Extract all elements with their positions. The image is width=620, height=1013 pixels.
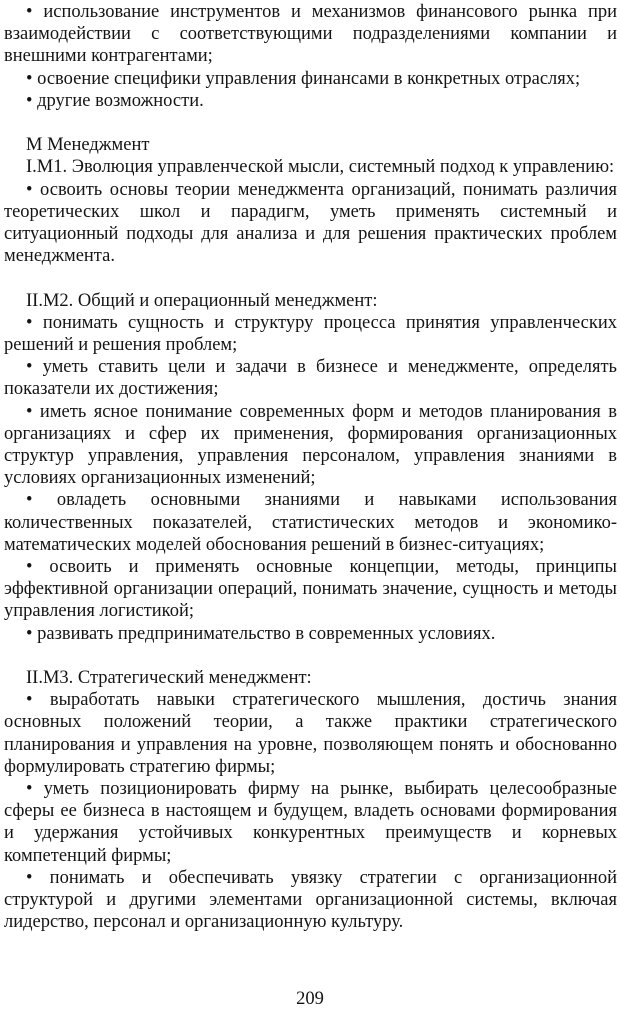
list-item: • освоить и применять основные концепции, методы, принципы эффективной организации операций, понимать значение, сущность и методы управления логистикой; <box>4 556 617 623</box>
m3-heading: II.M3. Стратегический менеджмент: <box>26 668 312 689</box>
list-item: • уметь ставить цели и задачи в бизнесе и менеджменте, определять показатели их достижения; <box>4 356 617 400</box>
list-item: • освоить основы теории менеджмента организаций, понимать различия теоретических школ и парадигм, уметь применять системный и ситуационный подходы для анализа и для решения практических проблем менеджмента. <box>4 179 617 268</box>
paragraph-spacer <box>4 645 617 667</box>
list-item: • развивать предпринимательство в современных условиях. <box>4 623 617 645</box>
list-item: • понимать сущность и структуру процесса принятия управленческих решений и решения проблем; <box>4 312 617 356</box>
m1-heading: I.M1. Эволюция управленческой мысли, системный подход к управлению: <box>26 157 615 178</box>
list-item: • иметь ясное понимание современных форм и методов планирования в организациях и сфер их применения, формирования организационных структур управления, управления персоналом, управления знаниями в условиях организационных изменений; <box>4 401 617 490</box>
paragraph-spacer <box>4 112 617 134</box>
list-item: • понимать и обеспечивать увязку стратегии с организационной структурой и другими элементами организационной системы, включая лидерство, персонал и организационную культуру. <box>4 867 617 934</box>
list-item: • уметь позиционировать фирму на рынке, выбирать целесообразные сферы ее бизнеса в настоящем и будущем, владеть основами формирования и удержания устойчивых конкурентных преимуществ и корневых компетенций фирмы; <box>4 778 617 867</box>
paragraph-spacer <box>4 267 617 289</box>
m2-heading: II.M2. Общий и операционный менеджмент: <box>26 290 378 311</box>
list-item: • овладеть основными знаниями и навыками использования количественных показателей, статистических методов и экономико-математических моделей обоснования решений в бизнес-ситуациях; <box>4 489 617 556</box>
list-item: • использование инструментов и механизмов финансового рынка при взаимодействии с соответствующими подразделениями компании и внешними контрагентами; <box>4 1 617 68</box>
page-number: 209 <box>296 989 324 1009</box>
section-title: М Менеджмент <box>26 135 150 156</box>
text-body <box>4 1 617 933</box>
list-item: • другие возможности. <box>4 90 617 112</box>
list-item: • выработать навыки стратегического мышления, достичь знания основных положений теории, а также практики стратегического планирования и управления на уровне, позволяющем понять и обоснованно формулировать стратегию фирмы; <box>4 689 617 778</box>
list-item: • освоение специфики управления финансами в конкретных отраслях; <box>4 68 617 90</box>
